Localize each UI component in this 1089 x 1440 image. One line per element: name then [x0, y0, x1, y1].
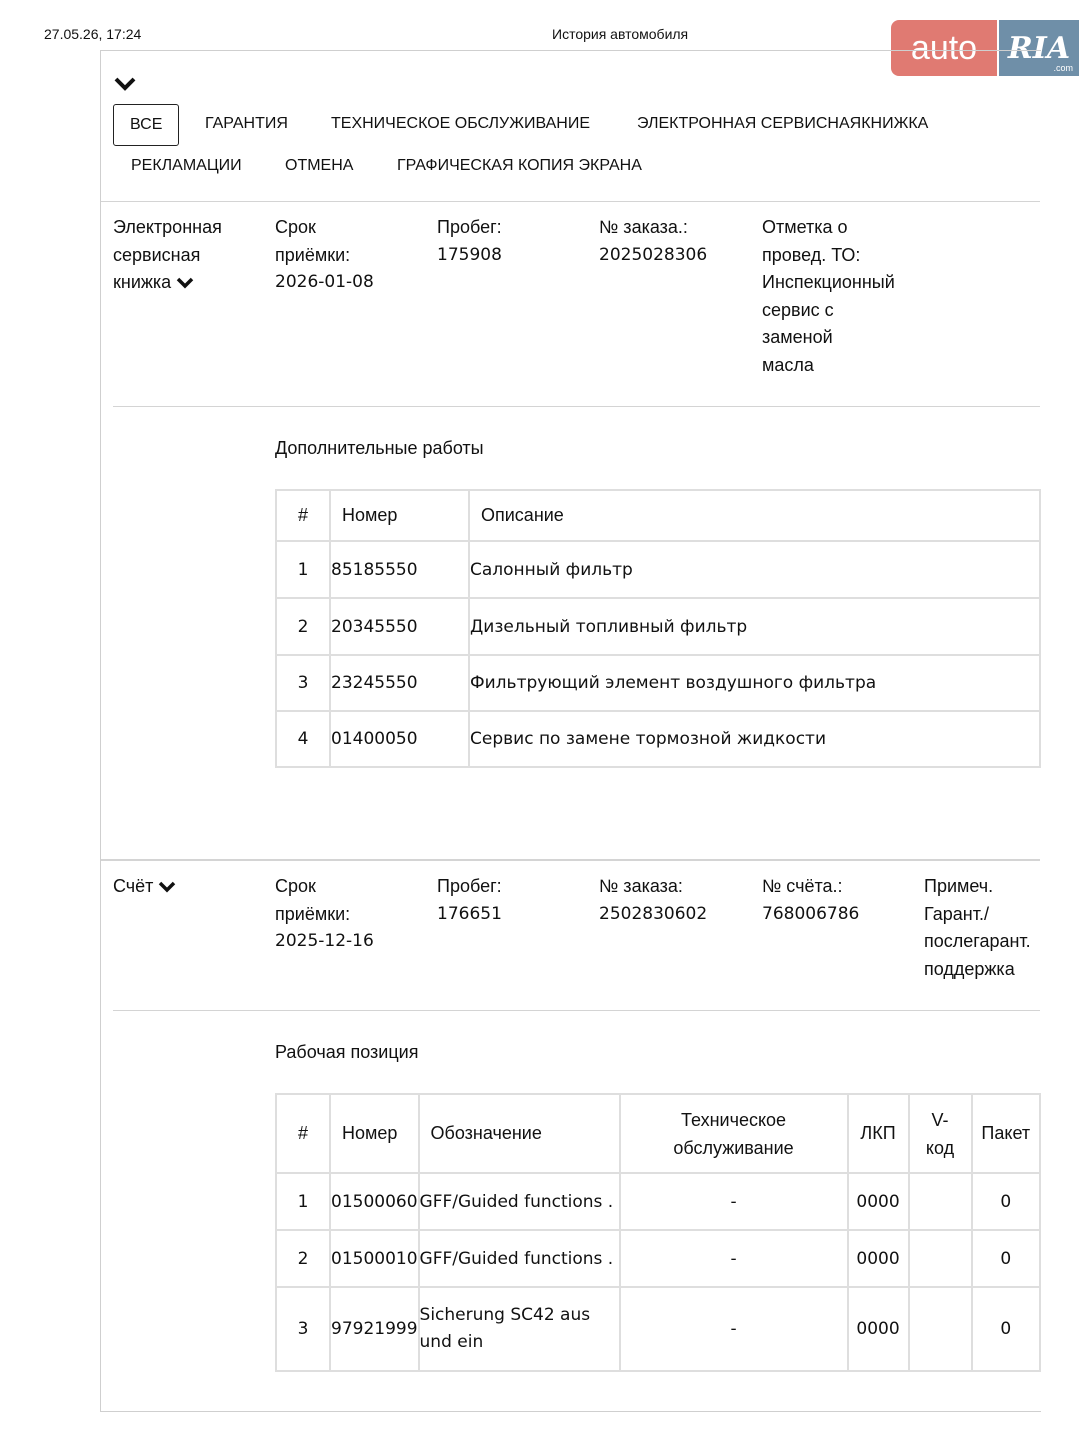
part-number: 01500010: [330, 1230, 419, 1287]
col-header: Номер: [330, 1094, 419, 1173]
col-header: Описание: [469, 490, 1040, 541]
date-label: приёмки:: [275, 903, 351, 924]
col-header: Пакет: [972, 1094, 1040, 1173]
logo-com-text: .com: [1053, 63, 1073, 73]
note-line: сервис с: [762, 299, 834, 320]
designation-line: Sicherung SC42 aus: [419, 1305, 591, 1325]
tab-warranty[interactable]: ГАРАНТИЯ: [205, 115, 288, 132]
table-header-row: [276, 490, 1040, 541]
note-line: Гарант./: [924, 903, 989, 924]
lkp-value: 0000: [848, 1173, 909, 1230]
part-number: 97921999: [330, 1287, 419, 1371]
table-row: [276, 655, 1040, 711]
section-title: Дополнительные работы: [275, 438, 484, 458]
designation-line: und ein: [419, 1332, 484, 1352]
mileage-label: Пробег:: [437, 876, 502, 896]
collapse-chevron-icon[interactable]: [114, 76, 136, 92]
designation-line: GFF/Guided functions .: [419, 1191, 614, 1212]
col-header: Номер: [330, 490, 469, 541]
col-header-line: обслуживание: [673, 1137, 794, 1158]
package-value: 0: [972, 1230, 1040, 1287]
mileage-cell: [437, 873, 502, 928]
maintenance-value: -: [620, 1230, 848, 1287]
acceptance-date-cell: [275, 214, 374, 297]
date-value: 2025-12-16: [275, 931, 374, 951]
package-value: 0: [972, 1173, 1040, 1230]
table-row: [276, 598, 1040, 655]
note-line: заменой: [762, 327, 833, 347]
page-title: История автомобиля: [552, 26, 689, 42]
mileage-label: Пробег:: [437, 217, 502, 237]
description: Дизельный топливный фильтр: [469, 598, 1040, 655]
note-line: послегарант.: [924, 931, 1031, 951]
tab-maintenance[interactable]: ТЕХНИЧЕСКОЕ ОБСЛУЖИВАНИЕ: [331, 115, 591, 132]
col-header-line: Техническое: [680, 1109, 787, 1130]
order-label: № заказа.:: [599, 217, 688, 237]
additional-works-table: [275, 489, 1041, 768]
description: Фильтрующий элемент воздушного фильтра: [469, 655, 1040, 711]
designation: [419, 1230, 620, 1287]
part-number: 85185550: [330, 541, 469, 598]
col-header: [620, 1094, 848, 1173]
divider: [113, 406, 1040, 407]
note-line: Инспекционный: [762, 272, 895, 292]
divider: [101, 859, 1040, 861]
record-type-cell[interactable]: [113, 873, 176, 901]
order-cell: [599, 873, 707, 928]
table-row: [276, 711, 1040, 767]
record-type-cell[interactable]: [113, 214, 222, 297]
invoice-label: № счёта.:: [762, 876, 843, 896]
col-header: [909, 1094, 972, 1173]
order-label: № заказа:: [599, 876, 683, 896]
tab-claims[interactable]: РЕКЛАМАЦИИ: [131, 157, 242, 174]
mileage-cell: [437, 214, 502, 269]
maintenance-value: -: [620, 1287, 848, 1371]
description: Салонный фильтр: [469, 541, 1040, 598]
order-value: 2502830602: [599, 903, 708, 924]
mileage-value: 176651: [437, 903, 502, 924]
row-index: 4: [276, 711, 330, 767]
record-type-line: сервисная: [113, 244, 201, 265]
row-index: 1: [276, 1173, 330, 1230]
mileage-value: 175908: [437, 244, 502, 265]
note-line: Отметка о: [762, 217, 848, 237]
tab-cancellation[interactable]: ОТМЕНА: [285, 157, 354, 174]
table-row: [276, 1230, 1040, 1287]
logo-auto-text: auto: [891, 20, 997, 76]
date-label: приёмки:: [275, 244, 351, 265]
date-value: 2026-01-08: [275, 272, 374, 292]
invoice-cell: [762, 873, 859, 928]
record-type-label: Счёт: [113, 876, 154, 896]
col-header: #: [276, 490, 330, 541]
v-code-value: [909, 1287, 972, 1371]
maintenance-value: -: [620, 1173, 848, 1230]
tab-e-service-book[interactable]: ЭЛЕКТРОННАЯ СЕРВИСНАЯКНИЖКА: [637, 115, 929, 132]
package-value: 0: [972, 1287, 1040, 1371]
row-index: 3: [276, 1287, 330, 1371]
part-number: 23245550: [330, 655, 469, 711]
row-index: 1: [276, 541, 330, 598]
col-header-line: код: [925, 1137, 955, 1158]
print-datetime: 27.05.26, 17:24: [44, 26, 142, 42]
record-type-line: Электронная: [113, 217, 222, 237]
date-label: Срок: [275, 876, 316, 896]
logo-ria-text: RIA: [1007, 30, 1071, 66]
note-line: поддержка: [924, 958, 1015, 979]
row-index: 3: [276, 655, 330, 711]
divider: [101, 201, 1040, 202]
section-title: Рабочая позиция: [275, 1042, 419, 1062]
description: Сервис по замене тормозной жидкости: [469, 711, 1040, 767]
col-header: Обозначение: [419, 1094, 620, 1173]
work-positions-table: [275, 1093, 1041, 1372]
col-header-line: V-: [931, 1109, 949, 1130]
part-number: 01400050: [330, 711, 469, 767]
note-line: Примеч.: [924, 876, 994, 896]
date-label: Срок: [275, 217, 316, 237]
record-type-line: книжка: [113, 272, 172, 292]
part-number: 01500060: [330, 1173, 419, 1230]
v-code-value: [909, 1230, 972, 1287]
row-index: 2: [276, 1230, 330, 1287]
designation: [419, 1173, 620, 1230]
table-row: [276, 1173, 1040, 1230]
invoice-value: 768006786: [762, 903, 860, 924]
table-header-row: [276, 1094, 1040, 1173]
table-row: [276, 1287, 1040, 1371]
remark-cell: [924, 873, 1031, 983]
order-cell: [599, 214, 707, 269]
designation: [419, 1287, 620, 1371]
note-line: провед. ТО:: [762, 244, 861, 265]
designation-line: GFF/Guided functions .: [419, 1248, 614, 1269]
row-index: 2: [276, 598, 330, 655]
col-header: #: [276, 1094, 330, 1173]
tab-all[interactable]: ВСЕ: [113, 104, 179, 146]
order-value: 2025028306: [599, 244, 708, 265]
table-row: [276, 541, 1040, 598]
part-number: 20345550: [330, 598, 469, 655]
service-note-cell: [762, 214, 895, 379]
tab-screenshot-copy[interactable]: ГРАФИЧЕСКАЯ КОПИЯ ЭКРАНА: [397, 157, 642, 174]
lkp-value: 0000: [848, 1230, 909, 1287]
lkp-value: 0000: [848, 1287, 909, 1371]
col-header: ЛКП: [848, 1094, 909, 1173]
chevron-down-icon[interactable]: [176, 276, 194, 290]
v-code-value: [909, 1173, 972, 1230]
acceptance-date-cell: [275, 873, 374, 956]
chevron-down-icon[interactable]: [158, 880, 176, 894]
note-line: масла: [762, 354, 814, 375]
divider: [113, 1010, 1040, 1011]
